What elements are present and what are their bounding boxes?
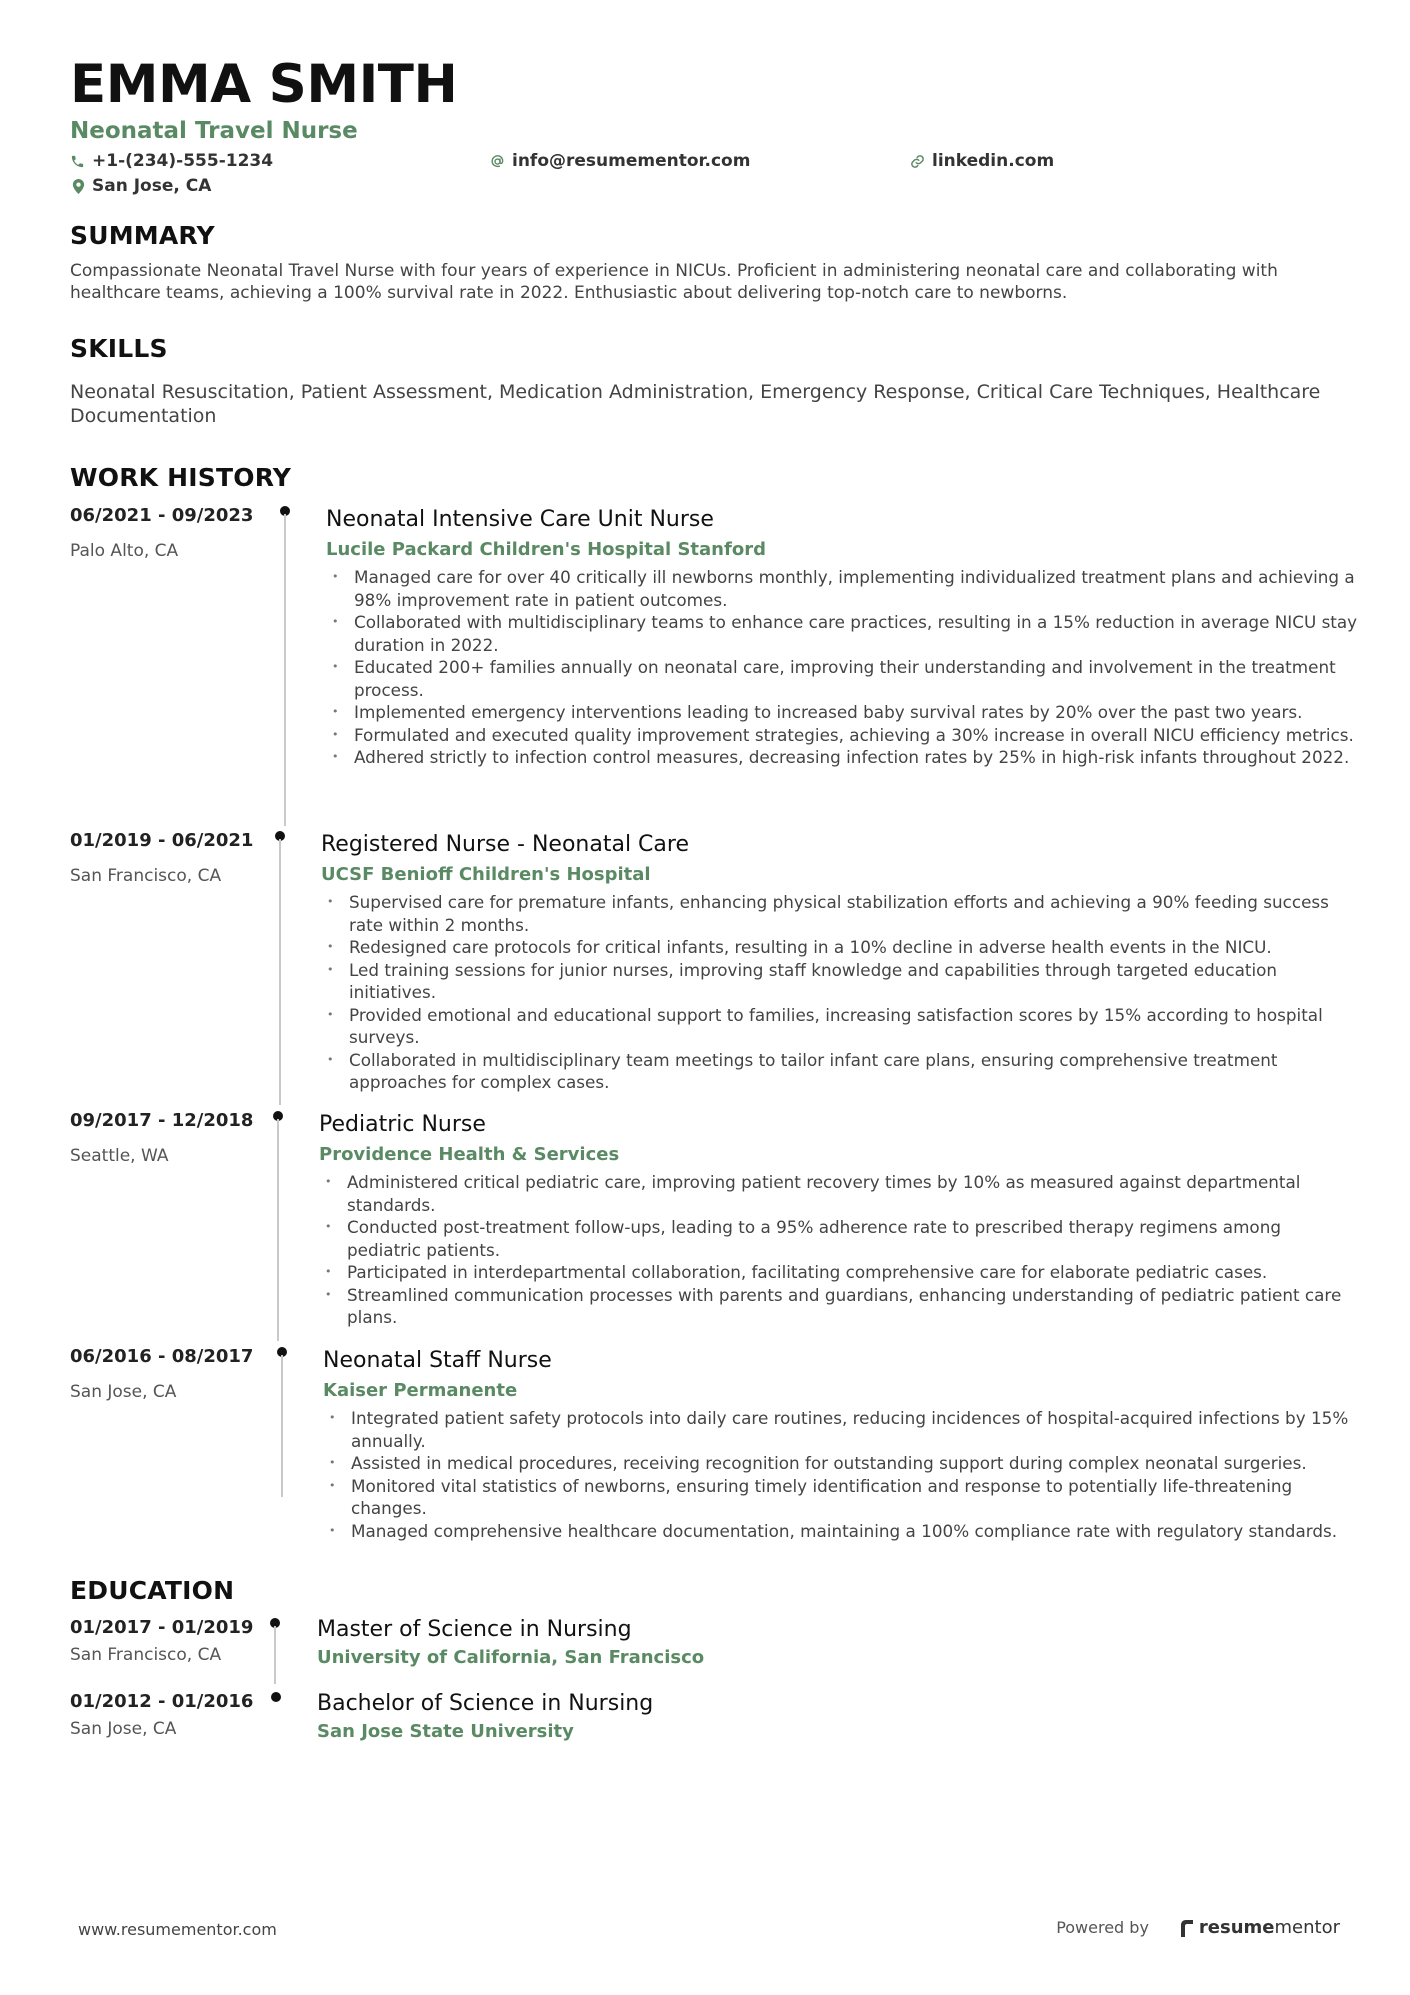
timeline-line <box>284 514 286 826</box>
job-bullets <box>321 891 1360 1094</box>
job-company: Kaiser Permanente <box>323 1380 518 1401</box>
edu-school: University of California, San Francisco <box>317 1647 705 1668</box>
job-bullet: • Led training sessions for junior nurses, improving staff knowledge and capabilities through targeted education initiatives. <box>321 959 1360 1004</box>
timeline-line <box>281 1355 283 1497</box>
edu-location: San Francisco, CA <box>70 1645 222 1665</box>
job-bullets <box>319 1171 1360 1329</box>
brand-name-light: mentor <box>1274 1917 1340 1938</box>
job-content <box>321 829 1360 1094</box>
edu-location: San Jose, CA <box>70 1719 177 1739</box>
job-bullet: • Collaborated in multidisciplinary team meetings to tailor infant care plans, ensuring comprehensive treatment approaches for complex cases. <box>321 1049 1360 1094</box>
job-dates: 01/2019 - 06/2021 <box>70 830 254 851</box>
powered-by-text: Powered by <box>1056 1918 1149 1937</box>
footer-website[interactable]: www.resumementor.com <box>78 1920 277 1939</box>
job-dates: 09/2017 - 12/2018 <box>70 1110 254 1131</box>
contact-linkedin[interactable] <box>910 150 1054 172</box>
job-bullet: • Streamlined communication processes with parents and guardians, enhancing understanding of pediatric patient care plans. <box>319 1284 1360 1329</box>
timeline-line <box>274 1626 276 1684</box>
job-bullet: • Collaborated with multidisciplinary teams to enhance care practices, resulting in a 15% reduction in average NICU stay duration in 2022. <box>326 611 1360 656</box>
education-heading: EDUCATION <box>70 1576 235 1605</box>
job-bullet: • Assisted in medical procedures, receiving recognition for outstanding support during complex neonatal surgeries. <box>323 1452 1360 1475</box>
job-bullet: • Provided emotional and educational support to families, increasing satisfaction scores by 15% according to hospital surveys. <box>321 1004 1360 1049</box>
job-content <box>326 504 1360 769</box>
job-location: Seattle, WA <box>70 1146 169 1166</box>
timeline-line <box>277 1119 279 1341</box>
job-bullets <box>326 566 1360 769</box>
job-content <box>323 1345 1360 1542</box>
job-bullet: • Conducted post-treatment follow-ups, leading to a 95% adherence rate to prescribed therapy regimens among pediatric patients. <box>319 1216 1360 1261</box>
job-company: Lucile Packard Children's Hospital Stanford <box>326 539 766 560</box>
job-bullet: • Adhered strictly to infection control measures, decreasing infection rates by 25% in high-risk infants throughout 2022. <box>326 746 1360 769</box>
job-bullet: • Managed comprehensive healthcare documentation, maintaining a 100% compliance rate with regulatory standards. <box>323 1520 1360 1543</box>
phone-text: +1-(234)-555-1234 <box>92 151 274 171</box>
job-bullet: • Redesigned care protocols for critical infants, resulting in a 10% decline in adverse health events in the NICU. <box>321 936 1360 959</box>
job-role: Neonatal Intensive Care Unit Nurse <box>326 507 714 532</box>
edu-school: San Jose State University <box>317 1721 574 1742</box>
summary-heading: SUMMARY <box>70 221 215 250</box>
brand-name-bold: resume <box>1198 1917 1275 1938</box>
job-bullet: • Administered critical pediatric care, improving patient recovery times by 10% as measured against departmental standards. <box>319 1171 1360 1216</box>
job-bullet: • Formulated and executed quality improvement strategies, achieving a 30% increase in overall NICU efficiency metrics. <box>326 724 1360 747</box>
job-location: Palo Alto, CA <box>70 541 179 561</box>
job-company: Providence Health & Services <box>319 1144 620 1165</box>
edu-degree: Master of Science in Nursing <box>317 1617 632 1642</box>
linkedin-text: linkedin.com <box>932 151 1055 171</box>
candidate-name: EMMA SMITH <box>70 54 458 115</box>
job-company: UCSF Benioff Children's Hospital <box>321 864 651 885</box>
candidate-title: Neonatal Travel Nurse <box>70 118 358 144</box>
job-bullet: • Managed care for over 40 critically ill newborns monthly, implementing individualized treatment plans and achieving a 98% improvement rate in patient outcomes. <box>326 566 1360 611</box>
link-icon <box>910 154 925 169</box>
summary-text: Compassionate Neonatal Travel Nurse with four years of experience in NICUs. Proficient in administering neonatal care and collaborating with healthcare teams, achieving a 100% survival rate in 2022. Enthusiastic about delivering top-notch care to newborns. <box>70 261 1278 303</box>
job-bullet: • Implemented emergency interventions leading to increased baby survival rates by 20% over the past two years. <box>326 701 1360 724</box>
job-role: Neonatal Staff Nurse <box>323 1348 552 1373</box>
brand-mark-icon <box>1179 1919 1195 1937</box>
email-text: info@resumementor.com <box>512 151 751 171</box>
edu-degree: Bachelor of Science in Nursing <box>317 1691 654 1716</box>
timeline-line <box>279 839 281 1105</box>
job-bullets <box>323 1407 1360 1542</box>
edu-dates: 01/2017 - 01/2019 <box>70 1617 254 1638</box>
job-content <box>319 1109 1360 1329</box>
job-dates: 06/2016 - 08/2017 <box>70 1346 254 1367</box>
job-role: Pediatric Nurse <box>319 1112 486 1137</box>
job-bullet: • Integrated patient safety protocols into daily care routines, reducing incidences of hospital-acquired infections by 15% annually. <box>323 1407 1360 1452</box>
location-text: San Jose, CA <box>92 176 212 196</box>
location-pin-icon <box>72 179 85 194</box>
job-bullet: • Participated in interdepartmental collaboration, facilitating comprehensive care for elaborate pediatric cases. <box>319 1261 1360 1284</box>
job-location: San Francisco, CA <box>70 866 222 886</box>
skills-text: Neonatal Resuscitation, Patient Assessment, Medication Administration, Emergency Response, Critical Care Techniques, Healthcare Documentation <box>70 381 1321 427</box>
job-bullet: • Educated 200+ families annually on neonatal care, improving their understanding and involvement in the treatment process. <box>326 656 1360 701</box>
edu-dates: 01/2012 - 01/2016 <box>70 1691 254 1712</box>
work-history-heading: WORK HISTORY <box>70 463 292 492</box>
job-bullet: • Supervised care for premature infants, enhancing physical stabilization efforts and achieving a 90% feeding success rate within 2 months. <box>321 891 1360 936</box>
at-icon <box>490 154 505 169</box>
job-role: Registered Nurse - Neonatal Care <box>321 832 689 857</box>
contact-location <box>72 175 211 197</box>
contact-phone[interactable] <box>70 150 273 172</box>
skills-heading: SKILLS <box>70 334 168 363</box>
job-bullet: • Monitored vital statistics of newborns, ensuring timely identification and response to potentially life-threatening changes. <box>323 1475 1360 1520</box>
phone-icon <box>70 154 85 169</box>
brand-logo[interactable] <box>1179 1917 1340 1938</box>
timeline-dot <box>271 1692 281 1702</box>
footer-branding <box>1056 1917 1340 1938</box>
job-location: San Jose, CA <box>70 1382 177 1402</box>
job-dates: 06/2021 - 09/2023 <box>70 505 254 526</box>
contact-email[interactable] <box>490 150 750 172</box>
